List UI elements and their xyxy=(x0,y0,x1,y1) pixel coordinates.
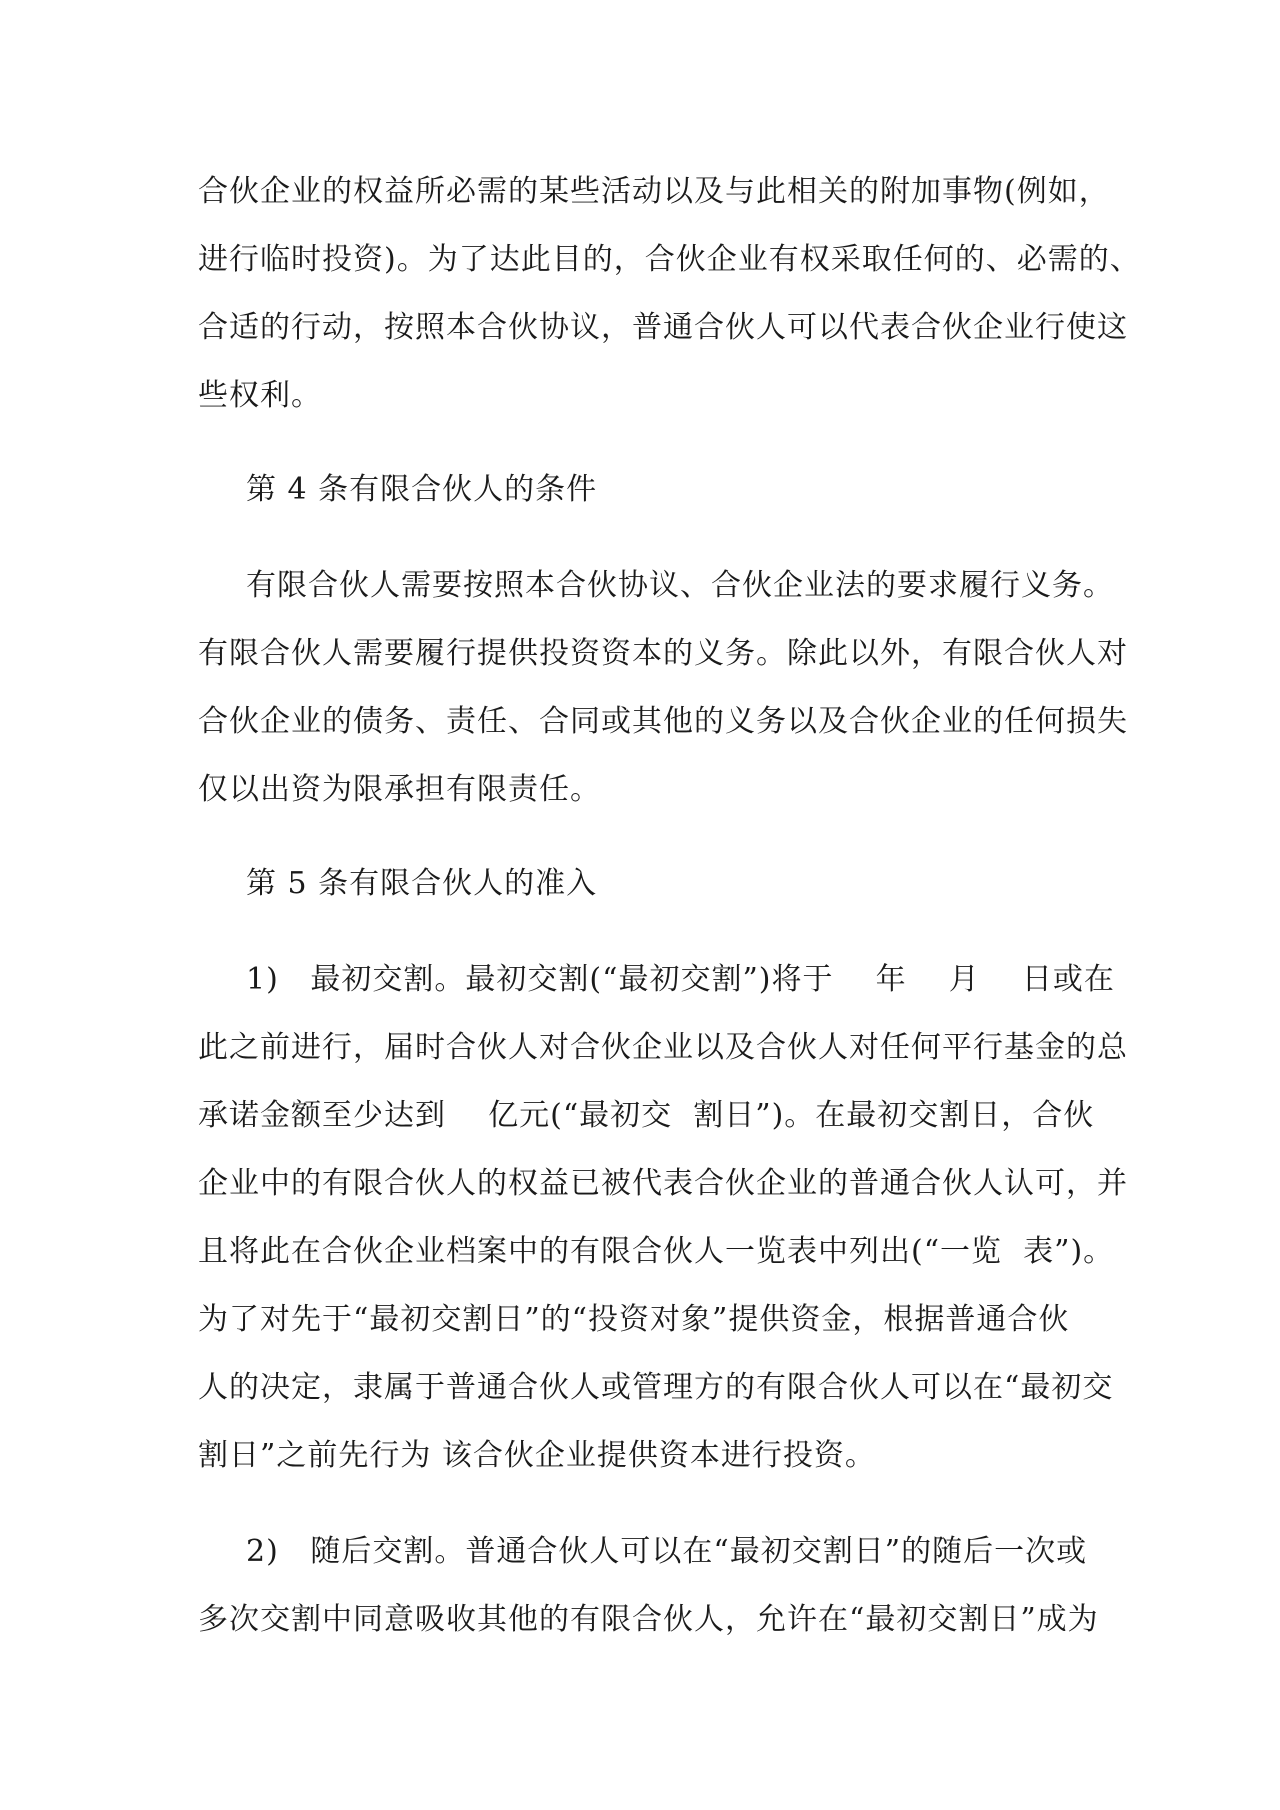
paragraph-line: 且将此在合伙企业档案中的有限合伙人一览表中列出(“一览 表”)。 xyxy=(198,1234,1115,1269)
paragraph-line: 合伙企业的权益所必需的某些活动以及与此相关的附加事物(例如， xyxy=(198,174,1110,209)
paragraph-line: 此之前进行，届时合伙人对合伙企业以及合伙人对任何平行基金的总 xyxy=(198,1030,1128,1065)
section-heading-4: 第 4 条有限合伙人的条件 xyxy=(246,472,598,507)
paragraph-line: 为了对先于“最初交割日”的“投资对象”提供资金，根据普通合伙 xyxy=(198,1302,1070,1337)
paragraph-line: 2) 随后交割。普通合伙人可以在“最初交割日”的随后一次或 xyxy=(246,1534,1088,1569)
paragraph-line: 有限合伙人需要按照本合伙协议、合伙企业法的要求履行义务。 xyxy=(246,568,1114,603)
paragraph-line: 合伙企业的债务、责任、合同或其他的义务以及合伙企业的任何损失 xyxy=(198,704,1128,739)
section-heading-5: 第 5 条有限合伙人的准入 xyxy=(246,866,598,901)
paragraph-line: 进行临时投资)。为了达此目的，合伙企业有权采取任何的、必需的、 xyxy=(198,242,1141,277)
paragraph-line: 仅以出资为限承担有限责任。 xyxy=(198,772,601,807)
paragraph-line: 多次交割中同意吸收其他的有限合伙人，允许在“最初交割日”成为 xyxy=(198,1602,1099,1637)
paragraph-line: 些权利。 xyxy=(198,378,322,413)
paragraph-line: 人的决定，隶属于普通合伙人或管理方的有限合伙人可以在“最初交 xyxy=(198,1370,1114,1405)
paragraph-line: 割日”之前先行为 该合伙企业提供资本进行投资。 xyxy=(198,1438,876,1473)
paragraph-line: 承诺金额至少达到 亿元(“最初交 割日”)。在最初交割日，合伙 xyxy=(198,1098,1095,1133)
paragraph-line: 1) 最初交割。最初交割(“最初交割”)将于 年 月 日或在 xyxy=(246,962,1115,997)
paragraph-line: 企业中的有限合伙人的权益已被代表合伙企业的普通合伙人认可，并 xyxy=(198,1166,1128,1201)
paragraph-line: 合适的行动，按照本合伙协议，普通合伙人可以代表合伙企业行使这 xyxy=(198,310,1128,345)
paragraph-line: 有限合伙人需要履行提供投资资本的义务。除此以外，有限合伙人对 xyxy=(198,636,1128,671)
